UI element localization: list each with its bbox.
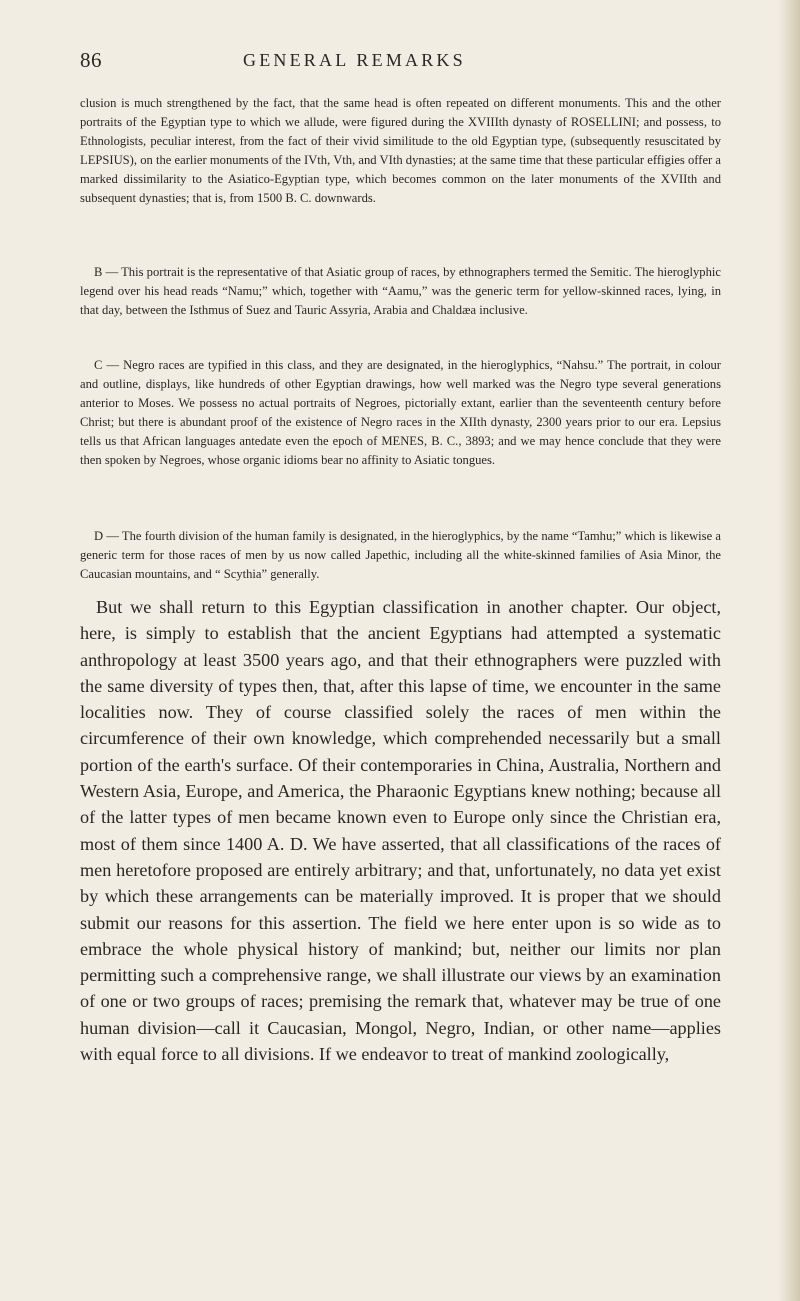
running-title: GENERAL REMARKS [243, 50, 466, 70]
paragraph-main-body: But we shall return to this Egyptian classification in another chapter. Our object, here, is simply to establish that the ancient Egyptians had attempted a systematic anthropology at least 3500 years ago, and that their ethnographers were puzzled with the same diversity of types then, that, after this lapse of time, we encounter in the same localities now. They of course classified solely the races of men within the circumference of their own knowledge, which comprehended necessarily but a small portion of the earth's surface. Of their contemporaries in China, Australia, Northern and Western Asia, Europe, and America, the Pharaonic Egyptians knew nothing; because all of the latter types of men became known even to Europe only since the Christian era, most of them since 1400 A. D. We have asserted, that all classifications of the races of men heretofore proposed are entirely arbitrary; and that, unfortunately, no data yet exist by which these arrangements can be materially improved. It is proper that we should submit our reasons for this assertion. The field we here enter upon is so wide as to embrace the whole physical history of mankind; but, neither our limits nor plan permitting such a comprehensive range, we shall illustrate our views by an examination of one or two groups of races; premising the remark that, whatever may be true of one human division—call it Caucasian, Mongol, Negro, Indian, or other name—applies with equal force to all divisions. If we endeavor to treat of mankind zoologically, [80, 597, 721, 1065]
paragraph-continuation: clusion is much strengthened by the fact, that the same head is often repeated on different monuments. This and the other portraits of the Egyptian type to which we allude, were figured during the XVIIIth dynasty of ROSELLINI; and possess, to Ethnologists, peculiar interest, from the fact of their vivid similitude to the old Egyptian type, (subsequently resuscitated by LEPSIUS), on the earlier monuments of the IVth, Vth, and VIth dynasties; at the same time that these particular effigies offer a marked dissimilarity to the Asiatico-Egyptian type, which becomes common on the later monuments of the XVIIth and subsequent dynasties; that is, from 1500 B. C. downwards. [80, 96, 721, 205]
page-edge-shadow [778, 0, 800, 1301]
paragraph-b-semitic: B — This portrait is the representative of that Asiatic group of races, by ethnographers termed the Semitic. The hieroglyphic legend over his head reads “Namu;” which, together with “Aamu,” was the generic term for yellow-skinned races, lying, in that day, between the Isthmus of Suez and Tauric Assyria, Arabia and Chaldæa inclusive. [80, 265, 721, 317]
page-number: 86 [80, 48, 102, 72]
paragraph-c-negro: C — Negro races are typified in this class, and they are designated, in the hieroglyphics, “Nahsu.” The portrait, in colour and outline, displays, like hundreds of other Egyptian drawings, how well marked was the Negro type several generations anterior to Moses. We possess no actual portraits of Negroes, pictorially extant, earlier than the seventeenth century before Christ; but there is abundant proof of the existence of Negro races in the XIIth dynasty, 2300 years prior to our era. Lepsius tells us that African languages antedate even the epoch of MENES, B. C., 3893; and we may hence conclude that they were then spoken by Negroes, whose organic idioms bear no affinity to Asiatic tongues. [80, 358, 721, 467]
paragraph-d-tamhu: D — The fourth division of the human family is designated, in the hieroglyphics, by the name “Tamhu;” which is likewise a generic term for those races of men by us now called Japethic, including all the white-skinned families of Asia Minor, the Caucasian mountains, and “ Scythia” generally. [80, 529, 721, 581]
